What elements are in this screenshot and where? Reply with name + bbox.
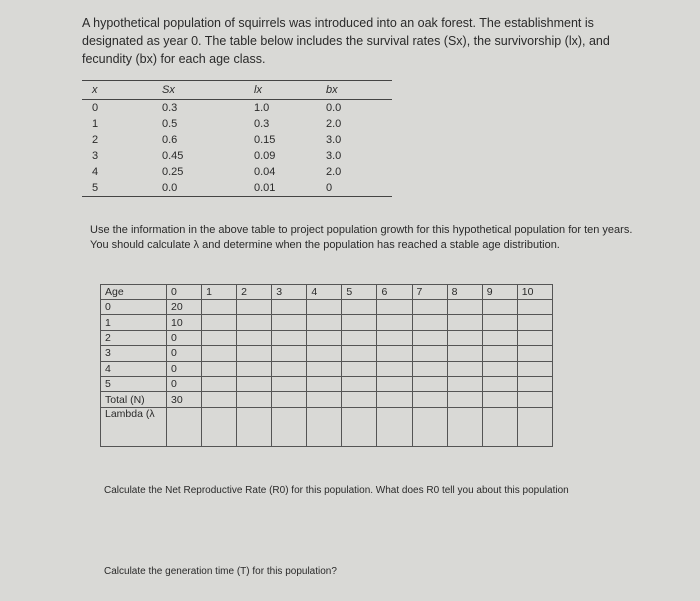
projection-cell[interactable] <box>377 300 412 315</box>
projection-cell[interactable] <box>412 330 447 345</box>
survival-table-header <box>82 81 392 100</box>
survival-cell: 0.45 <box>162 150 184 162</box>
projection-cell[interactable] <box>447 361 482 376</box>
survival-cell: 0.0 <box>162 180 254 197</box>
projection-cell[interactable] <box>517 300 552 315</box>
question-generation-time: Calculate the generation time (T) for this population? <box>104 566 337 577</box>
projection-cell[interactable] <box>202 361 237 376</box>
projection-cell[interactable] <box>517 346 552 361</box>
projection-cell[interactable] <box>342 346 377 361</box>
row-label: Lambda (λ <box>101 407 167 446</box>
projection-cell[interactable] <box>412 300 447 315</box>
projection-cell[interactable] <box>272 346 307 361</box>
instructions-paragraph: Use the information in the above table to project population growth for this hypothetical population for ten years. You should calculate λ and determine when the population has reached a stable age distribution. <box>90 224 633 251</box>
projection-cell[interactable] <box>377 315 412 330</box>
projection-cell[interactable] <box>517 392 552 407</box>
projection-cell[interactable] <box>307 361 342 376</box>
projection-cell[interactable] <box>272 392 307 407</box>
projection-cell[interactable] <box>377 330 412 345</box>
projection-cell[interactable] <box>342 407 377 446</box>
projection-cell[interactable] <box>482 377 517 392</box>
projection-cell[interactable] <box>447 392 482 407</box>
header-year: 7 <box>412 285 447 300</box>
projection-table-header <box>101 285 553 300</box>
survival-cell: 0 <box>326 180 392 197</box>
projection-cell[interactable] <box>482 300 517 315</box>
projection-cell[interactable] <box>482 407 517 446</box>
survival-cell: 0.04 <box>254 166 276 178</box>
survival-cell: 1 <box>92 118 99 130</box>
projection-cell[interactable]: 0 <box>167 346 202 361</box>
projection-cell[interactable] <box>482 346 517 361</box>
projection-cell[interactable] <box>482 392 517 407</box>
header-age: Age <box>101 285 167 300</box>
projection-cell[interactable] <box>237 315 272 330</box>
projection-cell[interactable] <box>342 361 377 376</box>
projection-cell[interactable] <box>202 315 237 330</box>
survival-row <box>82 164 392 180</box>
projection-cell[interactable] <box>272 315 307 330</box>
projection-cell[interactable] <box>272 300 307 315</box>
survival-table <box>82 80 392 197</box>
projection-cell[interactable]: 10 <box>167 315 202 330</box>
header-sx: Sx <box>162 84 175 96</box>
row-label: 2 <box>101 330 167 345</box>
projection-row <box>101 346 553 361</box>
projection-cell[interactable] <box>482 315 517 330</box>
survival-cell: 0.01 <box>254 180 326 197</box>
projection-cell[interactable] <box>202 392 237 407</box>
projection-cell[interactable] <box>342 330 377 345</box>
projection-cell[interactable] <box>517 407 552 446</box>
projection-row <box>101 330 553 345</box>
header-year: 2 <box>237 285 272 300</box>
projection-cell[interactable] <box>272 407 307 446</box>
projection-row <box>101 407 553 446</box>
row-label: 3 <box>101 346 167 361</box>
projection-cell[interactable] <box>307 377 342 392</box>
projection-cell[interactable] <box>272 330 307 345</box>
header-year: 8 <box>447 285 482 300</box>
projection-row <box>101 377 553 392</box>
projection-cell[interactable] <box>342 392 377 407</box>
survival-cell: 2.0 <box>326 118 342 130</box>
projection-cell[interactable] <box>482 361 517 376</box>
projection-cell[interactable] <box>377 407 412 446</box>
row-label: 4 <box>101 361 167 376</box>
survival-cell: 0.3 <box>162 102 178 114</box>
projection-cell[interactable] <box>272 377 307 392</box>
header-year: 5 <box>342 285 377 300</box>
survival-cell: 1.0 <box>254 102 270 114</box>
survival-cell: 0.6 <box>162 134 178 146</box>
projection-cell[interactable] <box>447 330 482 345</box>
intro-paragraph: A hypothetical population of squirrels was introduced into an oak forest. The establishment is designated as year 0. The table below includes the survival rates (Sx), the survivorship (lx), and fecundity (bx) for each age class. <box>82 16 610 66</box>
question-net-reproductive-rate: Calculate the Net Reproductive Rate (R0) for this population. What does R0 tell you about this population <box>104 485 569 496</box>
survival-cell: 3.0 <box>326 134 342 146</box>
row-label: Total (N) <box>101 392 167 407</box>
projection-cell[interactable] <box>237 330 272 345</box>
header-bx: bx <box>326 84 338 96</box>
header-x: x <box>92 84 98 96</box>
projection-cell[interactable]: 30 <box>167 392 202 407</box>
projection-cell[interactable] <box>307 346 342 361</box>
projection-cell[interactable]: 20 <box>167 300 202 315</box>
projection-cell[interactable] <box>517 330 552 345</box>
projection-cell[interactable] <box>202 407 237 446</box>
projection-cell[interactable] <box>342 300 377 315</box>
projection-cell[interactable] <box>342 377 377 392</box>
projection-cell[interactable] <box>307 330 342 345</box>
projection-cell[interactable] <box>517 377 552 392</box>
row-label: 1 <box>101 315 167 330</box>
projection-cell[interactable] <box>412 346 447 361</box>
projection-cell[interactable] <box>412 377 447 392</box>
header-year: 0 <box>167 285 202 300</box>
projection-cell[interactable] <box>237 392 272 407</box>
survival-cell: 2.0 <box>326 166 342 178</box>
projection-cell[interactable] <box>482 330 517 345</box>
projection-cell[interactable] <box>447 315 482 330</box>
projection-cell[interactable] <box>307 315 342 330</box>
projection-cell[interactable] <box>342 315 377 330</box>
projection-cell[interactable] <box>237 377 272 392</box>
header-year: 1 <box>202 285 237 300</box>
header-lx: lx <box>254 84 262 96</box>
survival-cell: 2 <box>92 134 99 146</box>
projection-cell[interactable] <box>377 392 412 407</box>
row-label: 0 <box>101 300 167 315</box>
projection-cell[interactable] <box>412 392 447 407</box>
header-year: 9 <box>482 285 517 300</box>
projection-cell[interactable] <box>202 330 237 345</box>
projection-row <box>101 300 553 315</box>
survival-cell: 0 <box>92 102 99 114</box>
projection-cell[interactable] <box>447 300 482 315</box>
survival-cell: 0.09 <box>254 150 276 162</box>
survival-cell: 0.25 <box>162 166 184 178</box>
projection-row <box>101 361 553 376</box>
projection-cell[interactable] <box>307 407 342 446</box>
projection-cell[interactable]: 0 <box>167 361 202 376</box>
projection-cell[interactable] <box>237 346 272 361</box>
projection-cell[interactable] <box>447 377 482 392</box>
projection-cell[interactable] <box>447 407 482 446</box>
projection-table <box>100 284 553 447</box>
projection-cell[interactable] <box>167 407 202 446</box>
survival-row <box>82 100 392 117</box>
projection-cell[interactable] <box>377 346 412 361</box>
projection-row <box>101 315 553 330</box>
survival-cell: 0.15 <box>254 134 276 146</box>
projection-cell[interactable] <box>272 361 307 376</box>
projection-cell[interactable]: 0 <box>167 330 202 345</box>
projection-cell[interactable] <box>377 361 412 376</box>
survival-row <box>82 180 392 197</box>
projection-cell[interactable] <box>307 392 342 407</box>
projection-cell[interactable] <box>202 377 237 392</box>
projection-cell[interactable] <box>412 407 447 446</box>
projection-cell[interactable] <box>412 361 447 376</box>
header-year: 6 <box>377 285 412 300</box>
projection-cell[interactable]: 0 <box>167 377 202 392</box>
survival-cell: 0.3 <box>254 118 270 130</box>
projection-cell[interactable] <box>517 315 552 330</box>
survival-row <box>82 148 392 164</box>
projection-cell[interactable] <box>237 407 272 446</box>
projection-cell[interactable] <box>517 361 552 376</box>
row-label: 5 <box>101 377 167 392</box>
survival-row <box>82 132 392 148</box>
survival-cell: 0.5 <box>162 118 178 130</box>
survival-cell: 4 <box>92 166 99 178</box>
survival-cell: 3.0 <box>326 150 342 162</box>
header-year: 10 <box>517 285 552 300</box>
survival-cell: 5 <box>82 180 162 197</box>
projection-cell[interactable] <box>377 377 412 392</box>
header-year: 4 <box>307 285 342 300</box>
projection-cell[interactable] <box>237 361 272 376</box>
projection-cell[interactable] <box>447 346 482 361</box>
projection-cell[interactable] <box>202 300 237 315</box>
projection-cell[interactable] <box>307 300 342 315</box>
survival-row <box>82 116 392 132</box>
projection-cell[interactable] <box>237 300 272 315</box>
projection-row <box>101 392 553 407</box>
projection-cell[interactable] <box>412 315 447 330</box>
projection-cell[interactable] <box>202 346 237 361</box>
header-year: 3 <box>272 285 307 300</box>
survival-cell: 0.0 <box>326 102 342 114</box>
survival-cell: 3 <box>92 150 99 162</box>
